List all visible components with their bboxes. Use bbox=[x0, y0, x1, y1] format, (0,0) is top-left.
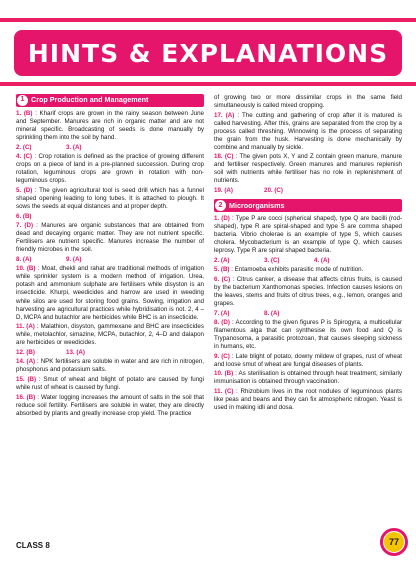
explanation-text: of growing two or more dissimilar crops in the same field simultaneously is called mixed cropping. bbox=[214, 94, 402, 110]
header-stripe-top bbox=[0, 18, 416, 22]
section-number: 2 bbox=[215, 200, 226, 211]
explanation-text: Rhizobium lives in the root nodules of leguminous plants like peas and beans and they can fix atmospheric nitrogen. Yeast is used in making idli and dosa. bbox=[214, 388, 402, 412]
answer-option: (B) bbox=[220, 266, 230, 274]
page-number: 77 bbox=[384, 532, 404, 552]
question-number: 4. bbox=[16, 153, 22, 161]
answer-explanation: 7. (D) : Manures are organic substances that are obtained from dead and decaying organic matter. They are not nutrient specific. Fertilisers are nutrient specific. Manures increase the number of friendly microbes in the soil. bbox=[16, 222, 204, 254]
question-number: 6. bbox=[214, 275, 220, 283]
answer-explanation: 5. (B) : Entamoeba exhibits parasitic mode of nutrition. bbox=[214, 266, 364, 274]
answer-explanation: 16. (B) : Water logging increases the amount of salts in the soil that reduce soil fertility. Fertilisers are soluble in water, they are directly absorbed by plants and greatly increase crop yield. The practice bbox=[16, 393, 204, 417]
answer-key-row bbox=[16, 144, 204, 152]
explanation-text: As sterilisation is obtained through heat treatment, similarly immunisation is obtained through vaccination. bbox=[214, 370, 402, 386]
explanation-text: Malathion, disyston, gammexane and BHC are insecticides while, metolachlor, simazine, MCPA, butachlor, 2, 4–D and dalapon are herbicides or weedicides. bbox=[16, 323, 204, 347]
answer-explanation: 9. (C) : Late blight of potato, downy mildew of grapes, rust of wheat and loose smut of wheat are fungal diseases of plants. bbox=[214, 352, 402, 368]
answer-explanation: 11. (A) : Malathion, disyston, gammexane and BHC are insecticides while, metolachlor, simazine, MCPA, butachlor, 2, 4–D and dalapon are herbicides or weedicides. bbox=[16, 323, 204, 347]
section-title: Crop Production and Management bbox=[31, 95, 149, 105]
answer-key: 6. (B) bbox=[16, 212, 32, 220]
explanation-text: The given pots X, Y and Z contain green manure, manure and fertiliser respectively. Green manures and manures replenish soil with nutrients while fertiliser has no role in replenishment of nutrients. bbox=[214, 153, 402, 185]
answer-explanation: 18. (C) : The given pots X, Y and Z contain green manure, manure and fertiliser respectively. Green manures and manures replenish soil with nutrients while fertiliser has no role in replenishment of nutrients. bbox=[214, 153, 402, 185]
section-title: Microorganisms bbox=[229, 200, 285, 210]
answer-key-row bbox=[214, 257, 402, 265]
answer-key: 20. (C) bbox=[264, 187, 283, 195]
answer-key: 12. (B) bbox=[16, 348, 35, 356]
answer-key-row bbox=[214, 310, 402, 318]
answer-option: (B) bbox=[26, 265, 36, 273]
question-number: 1. bbox=[16, 110, 22, 117]
answer-key: 3. (C) bbox=[264, 256, 280, 264]
answer-key: 3. (A) bbox=[66, 143, 82, 151]
explanation-text: Citrus canker, a disease that affects citrus fruits, is caused by the bacterium Xanthomonas species. Infection causes lesions on the leaves, stems and fruits of citrus trees, e.g., lemon, oranges and grapes. bbox=[214, 275, 402, 308]
question-number: 11. bbox=[214, 388, 223, 395]
answer-key: 8. (A) bbox=[16, 255, 32, 263]
answer-option: (B) bbox=[23, 110, 33, 117]
answer-option: (B) bbox=[27, 375, 37, 383]
question-number: 11. bbox=[16, 323, 25, 331]
explanation-text: Entamoeba exhibits parasitic mode of nutrition. bbox=[234, 266, 364, 274]
section-header-2 bbox=[214, 199, 402, 212]
answer-option: (C) bbox=[221, 275, 231, 283]
section-number: 1 bbox=[17, 95, 28, 106]
answer-key-row bbox=[16, 213, 204, 221]
answer-explanation: 5. (D) : The given agricultural tool is seed drill which has a funnel shaped opening leading to long tubes. It is attached to plough. It sows the seeds at equal distances and at proper depth. bbox=[16, 186, 204, 211]
explanation-text: Late blight of potato, downy mildew of grapes, rust of wheat and loose smut of wheat are fungal diseases of plants. bbox=[214, 352, 402, 368]
answer-option: (D) bbox=[24, 222, 34, 230]
explanation-text: Smut of wheat and blight of potato are caused by fungi while rust of wheat is caused by fungi. bbox=[16, 375, 204, 391]
answer-explanation: 8. (D) : According to the given figures P is Spirogyra, a multicellular filamentous alga that can synthesise its own food and Q is Trypanosoma, a parasitic protozoan, that causes sleeping sickness in humans, etc. bbox=[214, 319, 402, 351]
answer-key-row bbox=[16, 256, 204, 264]
left-column bbox=[16, 94, 204, 419]
question-number: 10. bbox=[214, 370, 223, 378]
explanation-text: According to the given figures P is Spirogyra, a multicellular filamentous alga that can synthesise its own food and Q is Trypanosoma, a parasitic protozoan, that causes sleeping sickness in humans, etc. bbox=[214, 319, 402, 351]
answer-key: 4. (A) bbox=[314, 256, 330, 264]
answer-explanation: 10. (B) : As sterilisation is obtained through heat treatment, similarly immunisation is obtained through vaccination. bbox=[214, 370, 402, 386]
answer-option: (C) bbox=[224, 153, 234, 161]
question-number: 15. bbox=[16, 375, 25, 383]
answer-explanation bbox=[214, 94, 402, 110]
question-number: 17. bbox=[214, 111, 223, 119]
answer-option: (C) bbox=[221, 352, 230, 360]
answer-option: (D) bbox=[221, 215, 230, 223]
explanation-text: Kharif crops are grown in the rainy season between June and September. Manures are rich in organic matter and are not mineral specific. Broadcasting of seeds is done manually by sprinkling them into the soil by hand. bbox=[16, 110, 204, 142]
answer-explanation: 11. (C) : Rhizobium lives in the root nodules of leguminous plants like peas and beans and they can fix atmospheric nitrogen. Yeast is used in making idli and dosa. bbox=[214, 388, 402, 412]
explanation-text: Crop rotation is defined as the practice of growing different crops on a piece of land in a pre-planned succession. During crop rotation, leguminous crops are grown in rotation with non-leguminous crops. bbox=[16, 153, 204, 185]
explanation-text: The cutting and gathering of crop after it is matured is called harvesting. After this, grains are separated from the crop by a process called threshing. Winnowing is the process of separating the grain from the husk. Harvesting is done mechanically by combine and manually by sickle. bbox=[214, 111, 403, 151]
explanation-text: Water logging increases the amount of salts in the soil that reduce soil fertility. Fertilisers are soluble in water, they are directly absorbed by plants and greatly increase crop yield. The practice bbox=[16, 393, 204, 417]
answer-option: (D) bbox=[23, 186, 33, 194]
answer-explanation: 1. (B) : Kharif crops are grown in the rainy season between June and September. Manures are rich in organic matter and are not mineral specific. Broadcasting of seeds is done manually by sprinkling them into the soil by hand. bbox=[16, 110, 204, 142]
answer-option: (A) bbox=[26, 358, 36, 366]
header-stripe-bottom bbox=[0, 82, 416, 86]
question-number: 7. bbox=[16, 222, 22, 230]
answer-option: (A) bbox=[225, 111, 235, 119]
question-number: 5. bbox=[214, 266, 220, 274]
answer-key-row bbox=[16, 349, 204, 357]
answer-explanation: 17. (A) : The cutting and gathering of crop after it is matured is called harvesting. After this, grains are separated from the crop by a process called threshing. Winnowing is the process of separating the grain from the husk. Harvesting is done mechanically by combine and manually by sickle. bbox=[214, 111, 403, 151]
answer-key-row bbox=[214, 187, 402, 195]
answer-option: (B) bbox=[26, 393, 36, 401]
answer-option: (C) bbox=[23, 153, 33, 161]
section-header-1 bbox=[16, 94, 204, 107]
answer-list-1 bbox=[16, 110, 204, 418]
answer-key: 7. (A) bbox=[214, 309, 230, 317]
answer-explanation: 15. (B) : Smut of wheat and blight of potato are caused by fungi while rust of wheat is caused by fungi. bbox=[16, 375, 204, 391]
page-number-badge bbox=[380, 528, 408, 556]
question-number: 16. bbox=[16, 393, 25, 401]
explanation-text: The given agricultural tool is seed drill which has a funnel shaped opening leading to long tubes. It is attached to plough. It sows the seeds at equal distances and at proper depth. bbox=[16, 186, 204, 211]
answer-option: (D) bbox=[221, 319, 230, 327]
answer-list-2 bbox=[214, 215, 402, 412]
question-number: 14. bbox=[16, 358, 25, 366]
answer-explanation: 14. (A) : NPK fertilisers are soluble in water and are rich in nitrogen, phosphorus and potassium salts. bbox=[16, 358, 204, 374]
explanation-text: Type P are cocci (spherical shaped), type Q are bacilli (rod-shaped), type R are spiral-shaped and type S are comma shaped bacteria. Vibrio cholerae is an example of type S, which causes cholera. Mycobacterium is an example of type Q, which causes leprosy. Type R are spiral shaped bacteria. bbox=[214, 215, 403, 255]
answer-option: (A) bbox=[26, 323, 35, 331]
class-label: CLASS 8 bbox=[16, 541, 50, 550]
right-column bbox=[214, 94, 402, 414]
answer-explanation: 4. (C) : Crop rotation is defined as the practice of growing different crops on a piece of land in a pre-planned succession. During crop rotation, leguminous crops are grown in rotation with non-leguminous crops. bbox=[16, 153, 204, 185]
answer-key: 8. (A) bbox=[264, 309, 280, 317]
question-number: 5. bbox=[16, 186, 22, 194]
answer-key: 13. (A) bbox=[66, 348, 85, 356]
answer-explanation: 10. (B) : Moat, dhekli and rahat are traditional methods of irrigation while sprinkler system is a modern method of irrigation. Urea, potash and ammonium sulphate are fertilisers while disyston is an insecticide. Khurpi, weedicides and harrow are used in weeding while silos are used for storing food grains. Sowing, irrigation and harvesting are agricultural practices while hybridisation is not. 2, 4 – D, MCPA and butachlor are herbicides while BHC is an insecticide. bbox=[16, 265, 204, 321]
question-number: 18. bbox=[214, 153, 223, 161]
answer-key: 9. (A) bbox=[66, 255, 82, 263]
explanation-text: Manures are organic substances that are obtained from dead and decaying organic matter. They are not nutrient specific. Fertilisers are nutrient specific. Manures increase the number of friendly microbes in the soil. bbox=[16, 222, 204, 254]
answer-option: (C) bbox=[224, 388, 234, 395]
answer-explanation: 1. (D) : Type P are cocci (spherical shaped), type Q are bacilli (rod-shaped), type R are spiral-shaped and type S are comma shaped bacteria. Vibrio cholerae is an example of type S, which causes cholera. Mycobacterium is an example of type Q, which causes leprosy. Type R are spiral shaped bacteria. bbox=[214, 215, 403, 255]
page-title: HINTS & EXPLANATIONS bbox=[27, 38, 389, 68]
explanation-text: NPK fertilisers are soluble in water and are rich in nitrogen, phosphorus and potassium salts. bbox=[16, 358, 204, 374]
question-number: 9. bbox=[214, 352, 220, 360]
answer-list-1-continued bbox=[214, 94, 402, 195]
answer-key: 19. (A) bbox=[214, 187, 233, 195]
question-number: 10. bbox=[16, 265, 25, 273]
question-number: 8. bbox=[214, 319, 220, 327]
answer-explanation: 6. (C) : Citrus canker, a disease that affects citrus fruits, is caused by the bacterium Xanthomonas species. Infection causes lesions on the leaves, stems and fruits of citrus trees, e.g., lemon, oranges and grapes. bbox=[214, 275, 402, 308]
answer-key: 2. (C) bbox=[16, 143, 32, 151]
explanation-text: Moat, dhekli and rahat are traditional methods of irrigation while sprinkler system is a modern method of irrigation. Urea, potash and ammonium sulphate are fertilisers while disyston is an insecticide. Khurpi, weedicides and harrow are used in weeding while silos are used for storing food grains. Sowing, irrigation and harvesting are agricultural practices while hybridisation is not. 2, 4 – D, MCPA and butachlor are herbicides while BHC is an insecticide. bbox=[16, 265, 204, 321]
answer-key: 2. (A) bbox=[214, 256, 230, 264]
answer-option: (B) bbox=[224, 370, 234, 378]
title-bar bbox=[14, 30, 402, 76]
question-number: 1. bbox=[214, 215, 220, 223]
